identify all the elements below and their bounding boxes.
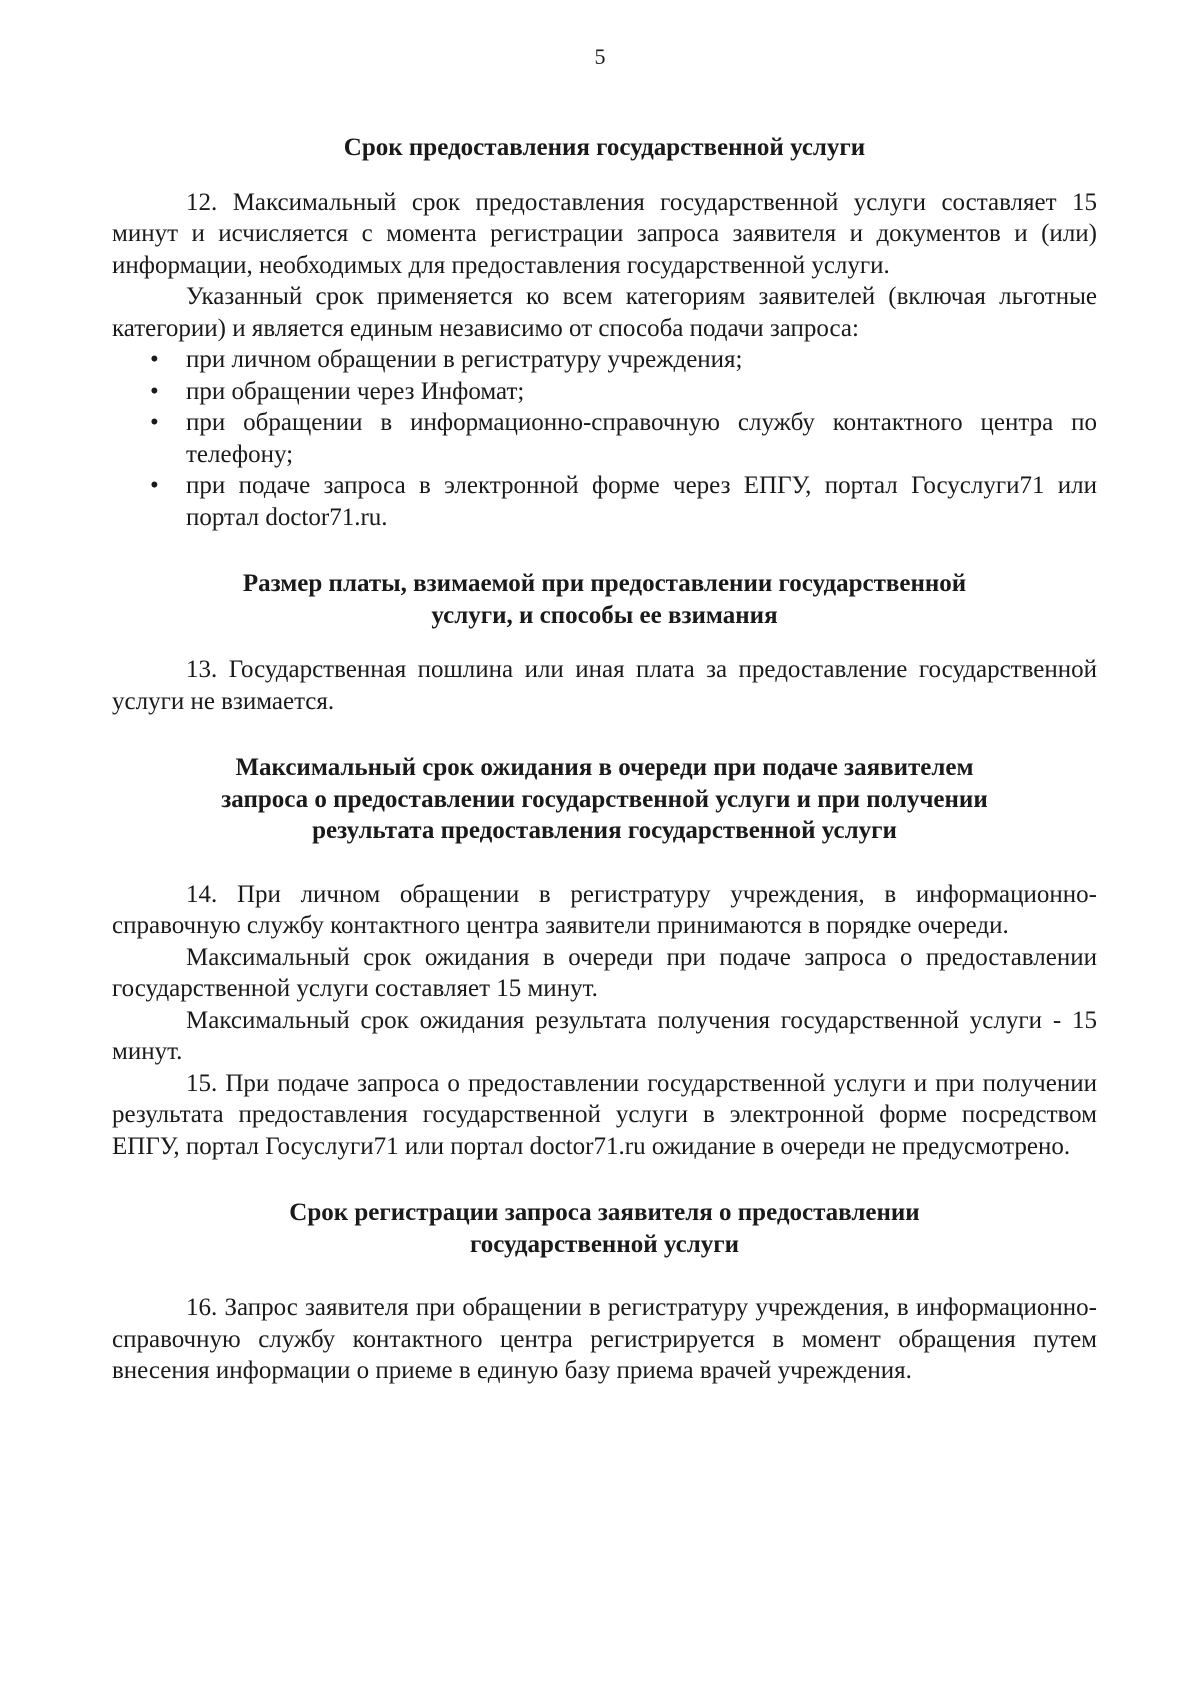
paragraph-14-wait-request: Максимальный срок ожидания в очереди при подаче запроса о предоставлении государственной услуги составляет 15 минут.: [112, 943, 1097, 1002]
paragraph-12: 12. Максимальный срок предоставления государственной услуги составляет 15 минут и исчисляется с момента регистрации запроса заявителя и документов и (или) информации, необходимых для предоставления государственной услуги.: [112, 188, 1097, 279]
bullet-icon: •: [150, 409, 159, 436]
paragraph-16: 16. Запрос заявителя при обращении в регистратуру учреждения, в информационно-справочную службу контактного центра регистрируется в момент обращения путем внесения информации о приеме в единую базу приема врачей учреждения.: [112, 1294, 1097, 1384]
heading-line: Срок регистрации запроса заявителя о предоставлении: [289, 1199, 920, 1226]
heading-line: запроса о предоставлении государственной услуги и при получении: [221, 785, 988, 813]
document-body: [112, 132, 1097, 1387]
bullet-icon: •: [150, 377, 159, 405]
heading-line: услуги, и способы ее взимания: [431, 601, 778, 629]
section-heading-registration: [112, 1197, 1097, 1260]
page-number: 5: [594, 44, 606, 69]
list-item: • при обращении через Инфомат;: [112, 376, 1097, 408]
section-heading-fee: [112, 568, 1097, 631]
paragraph-14: 14. При личном обращении в регистратуру учреждения, в информационно-справочную службу контактного центра заявители принимаются в порядке очереди.: [112, 880, 1097, 939]
paragraph-14-wait-result: Максимальный срок ожидания результата получения государственной услуги - 15 минут.: [112, 1006, 1097, 1065]
list-item: • при подаче запроса в электронной форме через ЕПГУ, портал Госуслуги71 или портал doctor71.ru.: [150, 472, 1097, 531]
bullet-icon: •: [150, 346, 159, 373]
heading-line: государственной услуги: [469, 1230, 740, 1258]
section-heading-term: Срок предоставления государственной услуги: [343, 134, 866, 161]
heading-line: Максимальный срок ожидания в очереди при подаче заявителем: [235, 754, 974, 781]
section-heading-queue: [112, 752, 1097, 847]
heading-line: результата предоставления государственной услуги: [312, 817, 897, 844]
list-item: • при обращении в информационно-справочную службу контактного центра по телефону;: [150, 409, 1097, 468]
heading-line: Размер платы, взимаемой при предоставлении государственной: [242, 570, 967, 597]
list-item: • при личном обращении в регистратуру учреждения;: [112, 344, 1097, 376]
paragraph-13: 13. Государственная пошлина или иная плата за предоставление государственной услуги не взимается.: [112, 656, 1097, 715]
submission-methods-list: [112, 344, 1097, 533]
paragraph-15: 15. При подаче запроса о предоставлении государственной услуги и при получении результата предоставления государственной услуги в электронной форме посредством ЕПГУ, портал Госуслуги71 или портал doctor71.ru ожидание в очереди не предусмотрено.: [112, 1069, 1097, 1160]
bullet-icon: •: [150, 472, 159, 499]
paragraph-12-applicability: Указанный срок применяется ко всем категориям заявителей (включая льготные категории) и является единым независимо от способа подачи запроса:: [112, 283, 1097, 342]
